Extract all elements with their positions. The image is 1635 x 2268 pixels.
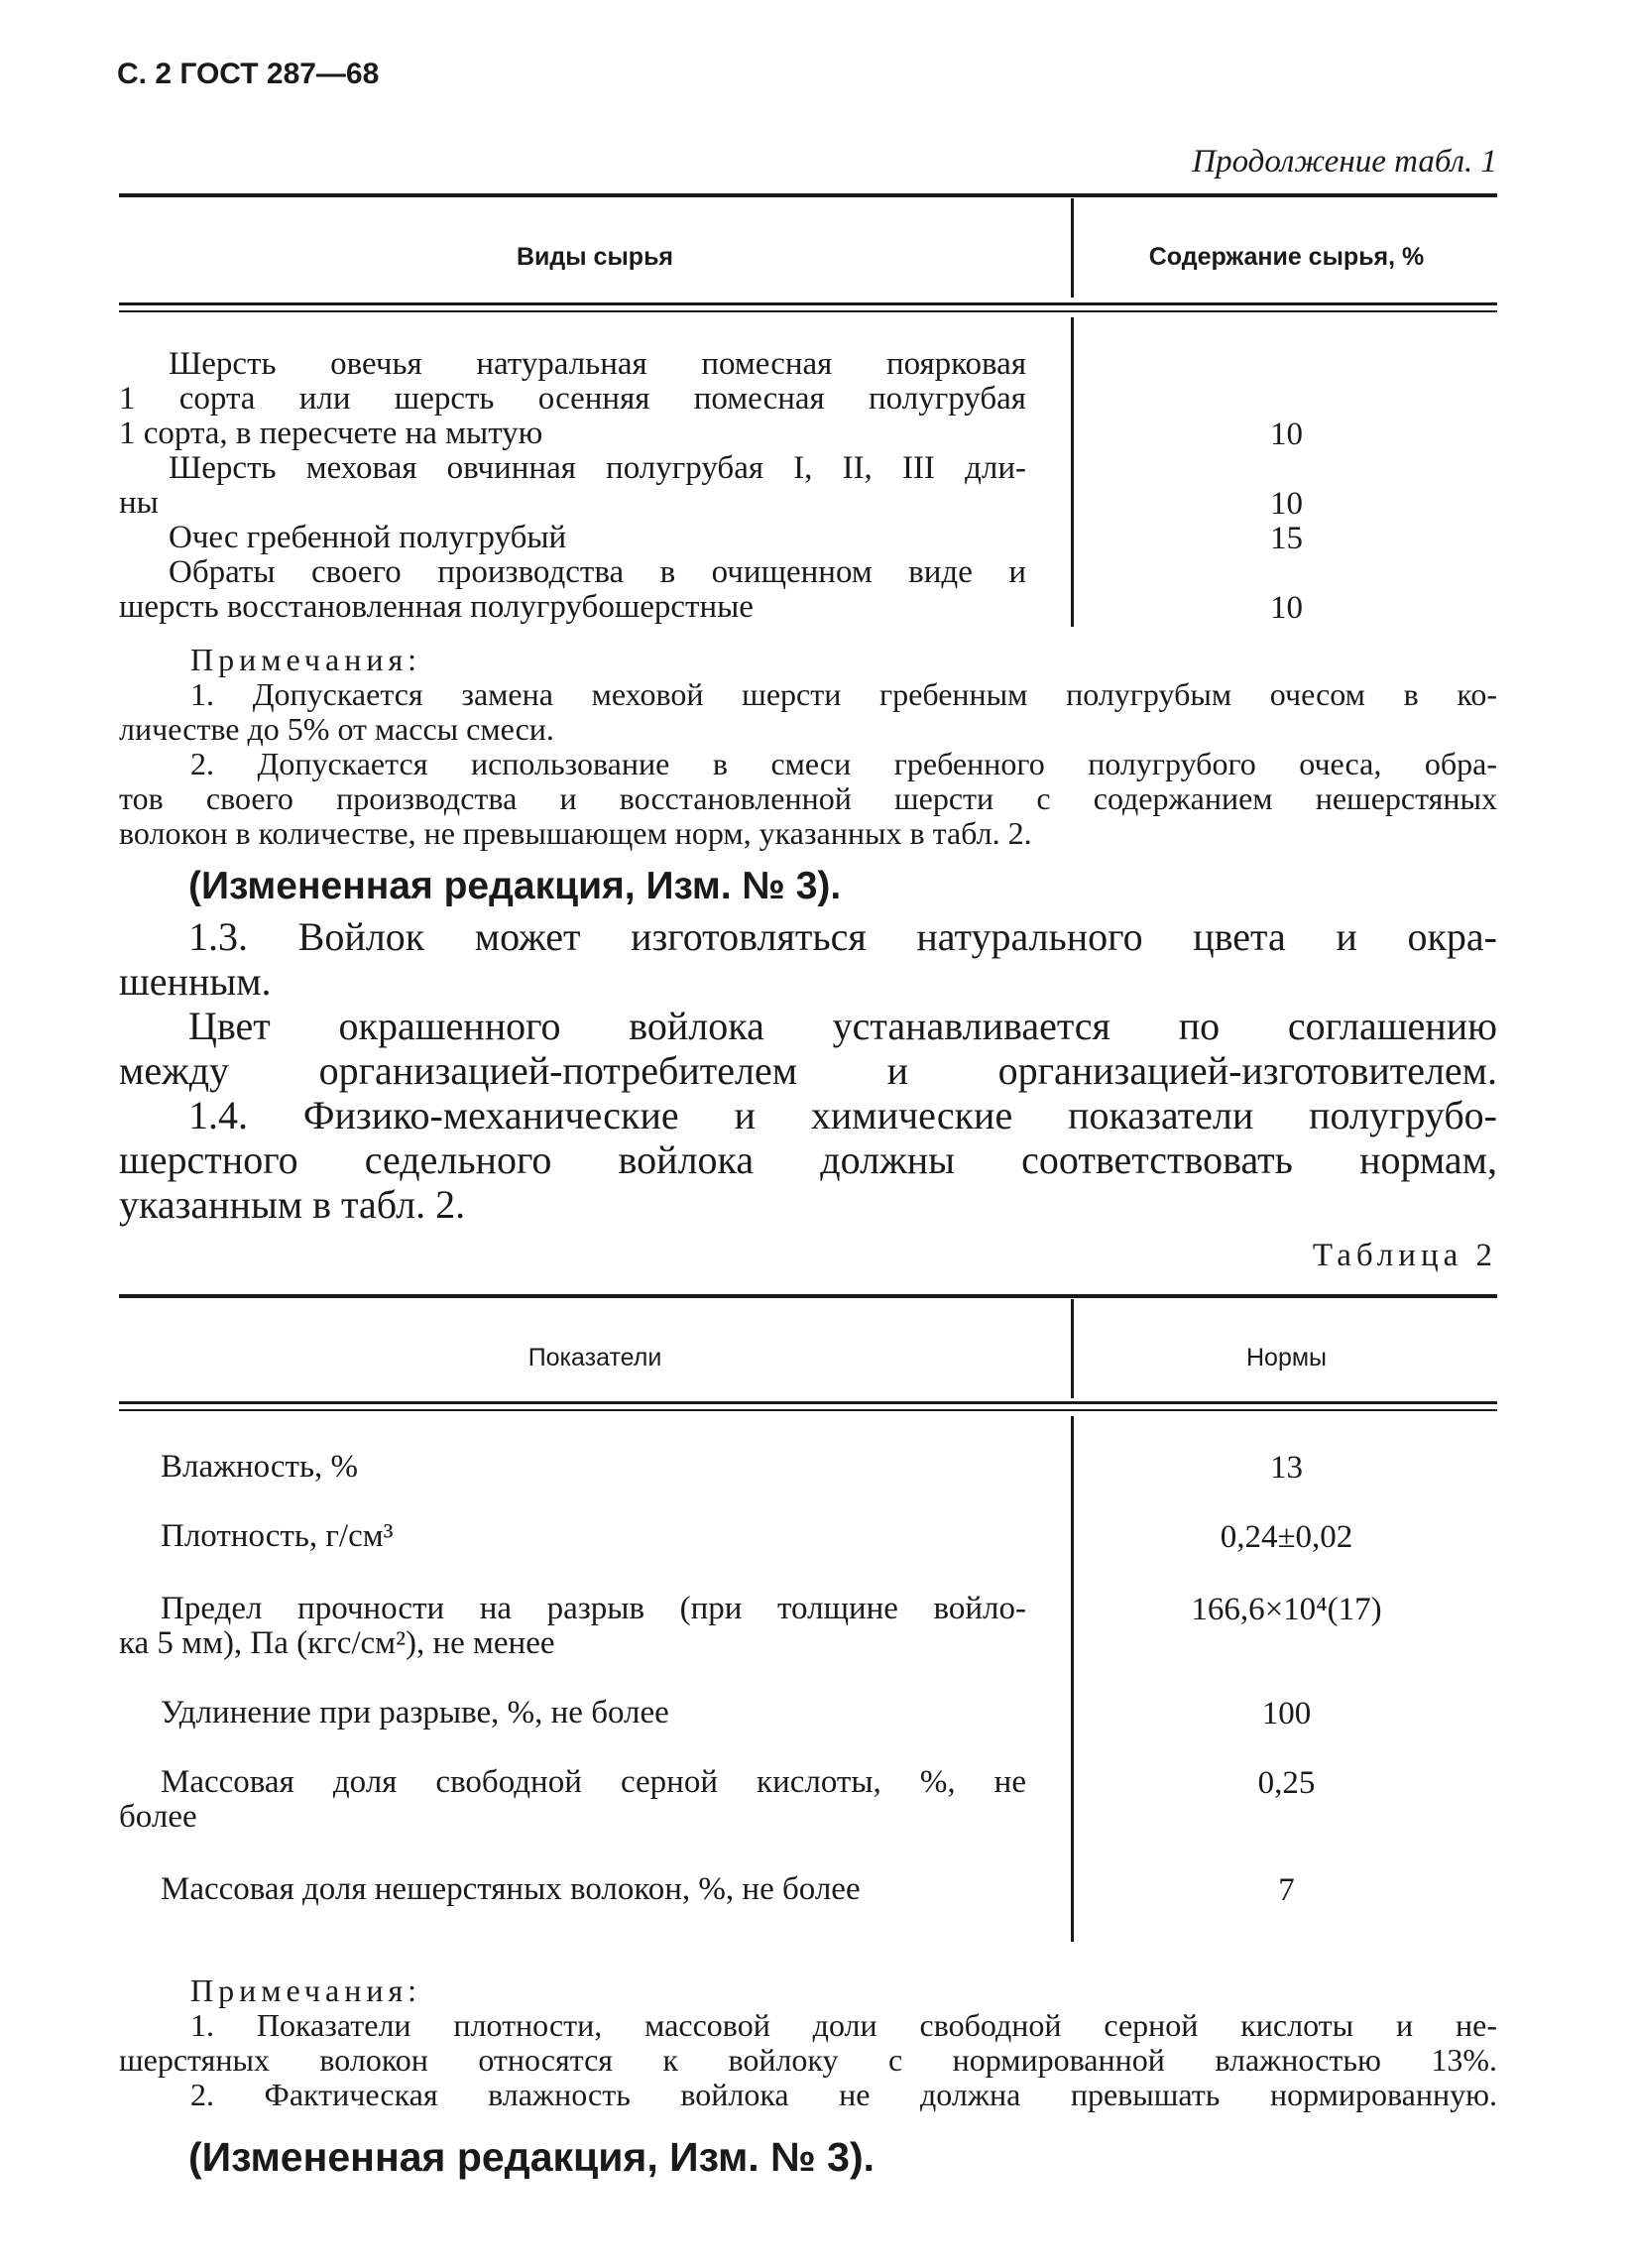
- table-row-value: 10: [1270, 417, 1303, 452]
- table-row: [119, 1592, 1026, 1661]
- row-line: Удлинение при разрыве, %, не более: [161, 1695, 669, 1731]
- paragraph-1-4: [119, 1093, 1497, 1227]
- table-row: [119, 451, 1026, 521]
- note-line: тов своего производства и восстановленной шерсти с содержанием нешерстяных: [119, 780, 1497, 816]
- para-line: указанным в табл. 2.: [119, 1182, 466, 1227]
- row-line: Плотность, г/см³: [161, 1518, 394, 1554]
- row-line: Шерсть меховая овчинная полугрубая I, II, III дли-: [169, 450, 1026, 486]
- row-line: Влажность, %: [161, 1449, 359, 1485]
- table-row-value: 10: [1270, 590, 1303, 626]
- note-line: волокон в количестве, не превышающем норм, указанных в табл. 2.: [119, 815, 1032, 851]
- table-row: [161, 1519, 1026, 1554]
- table-row: [119, 1765, 1026, 1835]
- table-row-value: 166,6×10⁴(17): [1191, 1592, 1382, 1627]
- table1-header-divider: [1071, 198, 1074, 298]
- table-row-value: 0,25: [1257, 1765, 1316, 1801]
- table2-header-rule-2: [119, 1409, 1497, 1411]
- row-line: ка 5 мм), Па (кгс/см²), не менее: [119, 1625, 555, 1661]
- para-line: между организацией-потребителем и организацией-изготовителем.: [119, 1048, 1497, 1093]
- table-row-value: 13: [1270, 1450, 1303, 1486]
- table1-header-rule-2: [119, 310, 1497, 312]
- table1-top-rule: [119, 193, 1497, 197]
- row-line: шерсть восстановленная полугрубошерстные: [119, 589, 754, 625]
- page-header: С. 2 ГОСТ 287—68: [117, 58, 380, 90]
- row-line: Предел прочности на разрыв (при толщине войло-: [161, 1591, 1026, 1626]
- amendment-note: (Измененная редакция, Изм. № 3).: [188, 865, 842, 907]
- table2-header-rule-1: [119, 1401, 1497, 1404]
- row-line: 1 сорта, в пересчете на мытую: [119, 416, 543, 451]
- para-line: 1.4. Физико-механические и химические показатели полугрубо-: [188, 1093, 1497, 1137]
- table-row-value: 15: [1270, 521, 1303, 556]
- table1-header-rule-1: [119, 302, 1497, 305]
- para-line: Цвет окрашенного войлока устанавливается по соглашению: [188, 1004, 1497, 1048]
- row-line: Массовая доля свободной серной кислоты, %, не: [161, 1764, 1026, 1800]
- table2-label: Таблица 2: [1312, 1238, 1497, 1273]
- paragraph-color: [119, 1004, 1497, 1093]
- table-row: [161, 1450, 1026, 1485]
- row-line: ны: [119, 485, 159, 521]
- table-row: [119, 555, 1026, 625]
- table-continuation-label: Продолжение табл. 1: [1192, 144, 1497, 179]
- notes-title: Примечания:: [190, 642, 422, 677]
- table-row-value: 0,24±0,02: [1220, 1519, 1353, 1555]
- table-row: [169, 521, 1026, 555]
- row-line: Массовая доля нешерстяных волокон, %, не более: [161, 1871, 861, 1907]
- note-line: 2. Фактическая влажность войлока не должна превышать нормированную.: [190, 2077, 1497, 2112]
- table2-top-rule: [119, 1294, 1497, 1298]
- row-line: более: [119, 1799, 197, 1835]
- para-line: шерстного седельного войлока должны соответствовать нормам,: [119, 1137, 1497, 1182]
- table-row-value: 7: [1278, 1872, 1295, 1908]
- row-line: Шерсть овечья натуральная помесная поярковая: [169, 346, 1026, 382]
- para-line: 1.3. Войлок может изготовляться натурального цвета и окра-: [188, 914, 1497, 959]
- note-line: 1. Показатели плотности, массовой доли свободной серной кислоты и не-: [190, 2007, 1497, 2043]
- table-row-value: 10: [1270, 486, 1303, 522]
- table2-header-divider: [1071, 1299, 1074, 1398]
- note-line: 2. Допускается использование в смеси гребенного полугрубого очеса, обра-: [190, 746, 1497, 781]
- note-line: 1. Допускается замена меховой шерсти гребенным полугрубым очесом в ко-: [190, 676, 1497, 712]
- table-row-value: 100: [1261, 1696, 1312, 1731]
- notes-title: Примечания:: [190, 1972, 422, 2008]
- note-line: шерстяных волокон относятся к войлоку с нормированной влажностью 13%.: [119, 2042, 1497, 2078]
- table2-col2-header: Нормы: [1245, 1344, 1328, 1372]
- row-line: 1 сорта или шерсть осенняя помесная полугрубая: [119, 381, 1026, 417]
- table1-body-divider: [1071, 317, 1074, 627]
- row-line: Очес гребенной полугрубый: [169, 520, 567, 555]
- table2-notes: [119, 1973, 1497, 2112]
- table2-body-divider: [1071, 1416, 1074, 1942]
- table-row: [119, 347, 1026, 451]
- table1-col2-header: Содержание сырья, %: [1148, 243, 1425, 271]
- amendment-note: (Измененная редакция, Изм. № 3).: [188, 2134, 876, 2180]
- table1-notes: [119, 643, 1497, 851]
- note-line: личестве до 5% от массы смеси.: [119, 711, 554, 747]
- table-row: [161, 1696, 1026, 1731]
- row-line: Обраты своего производства в очищенном виде и: [169, 554, 1026, 590]
- table1-col1-header: Виды сырья: [516, 243, 674, 271]
- paragraph-1-3: [119, 914, 1497, 1004]
- table2-col1-header: Показатели: [527, 1344, 662, 1372]
- table-row: [161, 1872, 1026, 1907]
- para-line: шенным.: [119, 959, 272, 1004]
